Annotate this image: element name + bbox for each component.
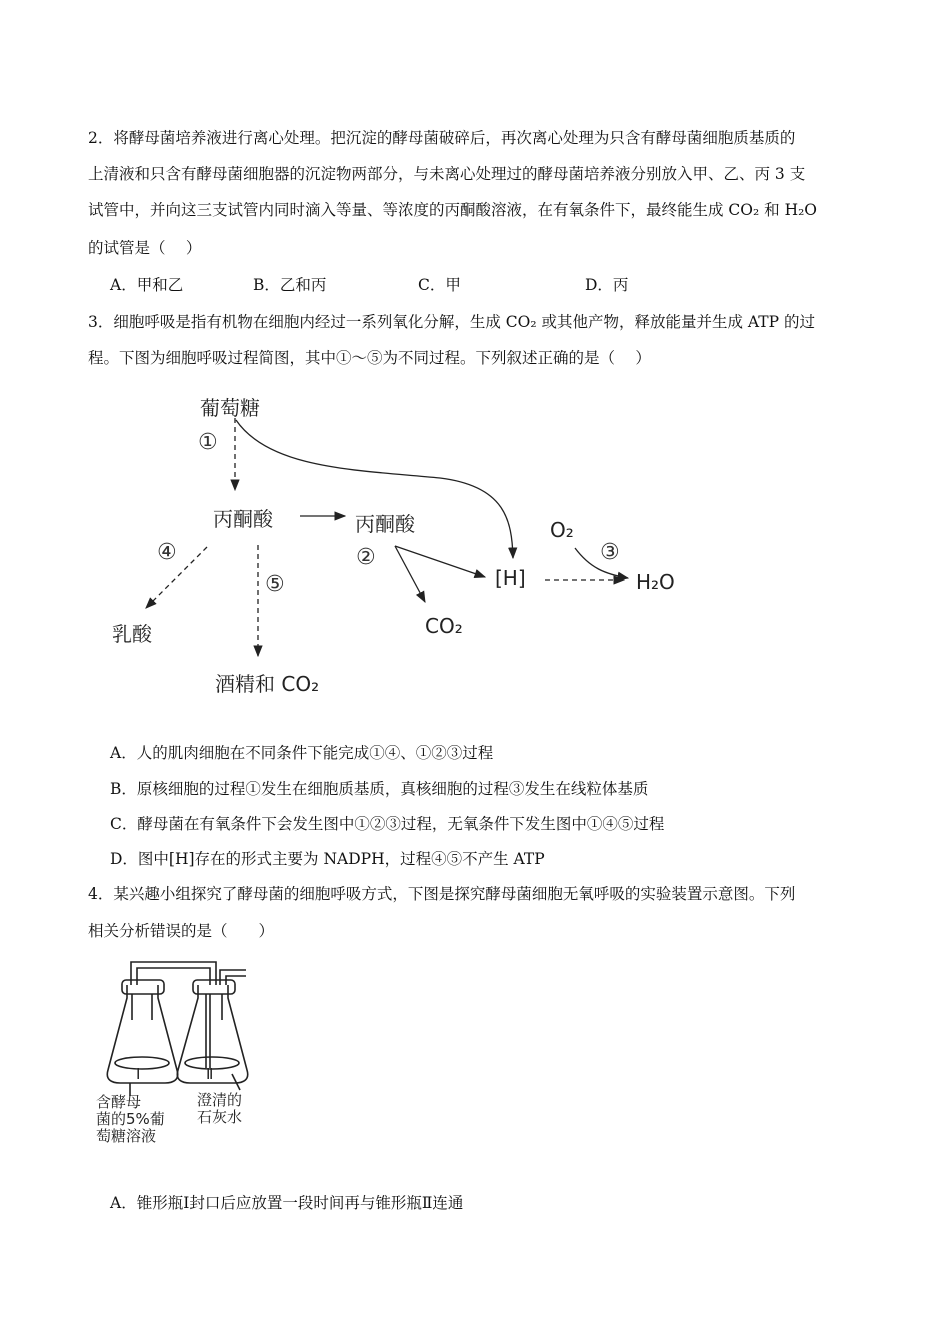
flask-1-contents-line-3: 萄糖溶液 xyxy=(96,1127,157,1145)
process-4-marker: ④ xyxy=(157,540,177,565)
q2-line-4: 的试管是（ ） xyxy=(88,239,202,257)
flask-2-contents-line-2: 石灰水 xyxy=(197,1108,243,1126)
process-3-marker: ③ xyxy=(600,540,620,565)
q3-option-c: C．酵母菌在有氧条件下会发生图中①②③过程，无氧条件下发生图中①④⑤过程 xyxy=(110,815,665,833)
alcohol-co2-label: 酒精和 CO₂ xyxy=(215,672,320,696)
h2o-label: H₂O xyxy=(636,570,675,594)
flask-1-label: Ⅰ xyxy=(136,1065,141,1083)
q3-option-b: B．原核细胞的过程①发生在细胞质基质，真核细胞的过程③发生在线粒体基质 xyxy=(110,780,649,798)
h-label: [H] xyxy=(495,566,526,590)
pyruvate-label-2: 丙酮酸 xyxy=(355,512,415,536)
q2-option-a: A．甲和乙 xyxy=(110,276,184,294)
process-5-marker: ⑤ xyxy=(265,572,285,597)
flask-2-label: Ⅱ xyxy=(206,1065,214,1083)
q3-line-1: 3．细胞呼吸是指有机物在细胞内经过一系列氧化分解，生成 CO₂ 或其他产物，释放能量并生成 ATP 的过 xyxy=(88,313,815,331)
q3-option-d: D．图中[H]存在的形式主要为 NADPH，过程④⑤不产生 ATP xyxy=(110,850,545,868)
lactic-acid-label: 乳酸 xyxy=(112,622,152,646)
o2-label: O₂ xyxy=(550,518,574,542)
pyruvate-label-1: 丙酮酸 xyxy=(213,507,273,531)
process-1-marker: ① xyxy=(198,430,218,455)
q2-option-c: C．甲 xyxy=(418,276,461,294)
q2-line-2: 上清液和只含有酵母菌细胞器的沉淀物两部分，与未离心处理过的酵母菌培养液分别放入甲、乙、丙 3 支 xyxy=(88,165,806,183)
q4-option-a: A．锥形瓶Ⅰ封口后应放置一段时间再与锥形瓶Ⅱ连通 xyxy=(110,1194,464,1212)
q4-line-2: 相关分析错误的是（ ） xyxy=(88,922,275,940)
q3-line-2: 程。下图为细胞呼吸过程简图，其中①～⑤为不同过程。下列叙述正确的是（ ） xyxy=(88,349,651,367)
co2-label: CO₂ xyxy=(425,614,463,638)
process-2-marker: ② xyxy=(356,545,376,570)
flask-1-contents-line-2: 菌的5%葡 xyxy=(96,1110,165,1128)
exit-tube xyxy=(220,970,246,985)
q2-option-d: D．丙 xyxy=(585,276,629,294)
q2-option-b: B．乙和丙 xyxy=(253,276,327,294)
q2-line-3: 试管中，并向这三支试管内同时滴入等量、等浓度的丙酮酸溶液，在有氧条件下，最终能生成 CO₂ 和 H₂O xyxy=(88,201,818,219)
flask-2-contents-line-1: 澄清的 xyxy=(197,1091,243,1109)
connecting-tube xyxy=(137,968,210,985)
glucose-label: 葡萄糖 xyxy=(200,396,260,420)
q2-line-1: 2．将酵母菌培养液进行离心处理。把沉淀的酵母菌破碎后，再次离心处理为只含有酵母菌细胞质基质的 xyxy=(88,129,796,147)
q3-option-a: A．人的肌肉细胞在不同条件下能完成①④、①②③过程 xyxy=(110,744,494,762)
flask-1-contents-line-1: 含酵母 xyxy=(96,1093,142,1111)
q4-line-1: 4．某兴趣小组探究了酵母菌的细胞呼吸方式，下图是探究酵母菌细胞无氧呼吸的实验装置示意图。下列 xyxy=(88,885,796,903)
